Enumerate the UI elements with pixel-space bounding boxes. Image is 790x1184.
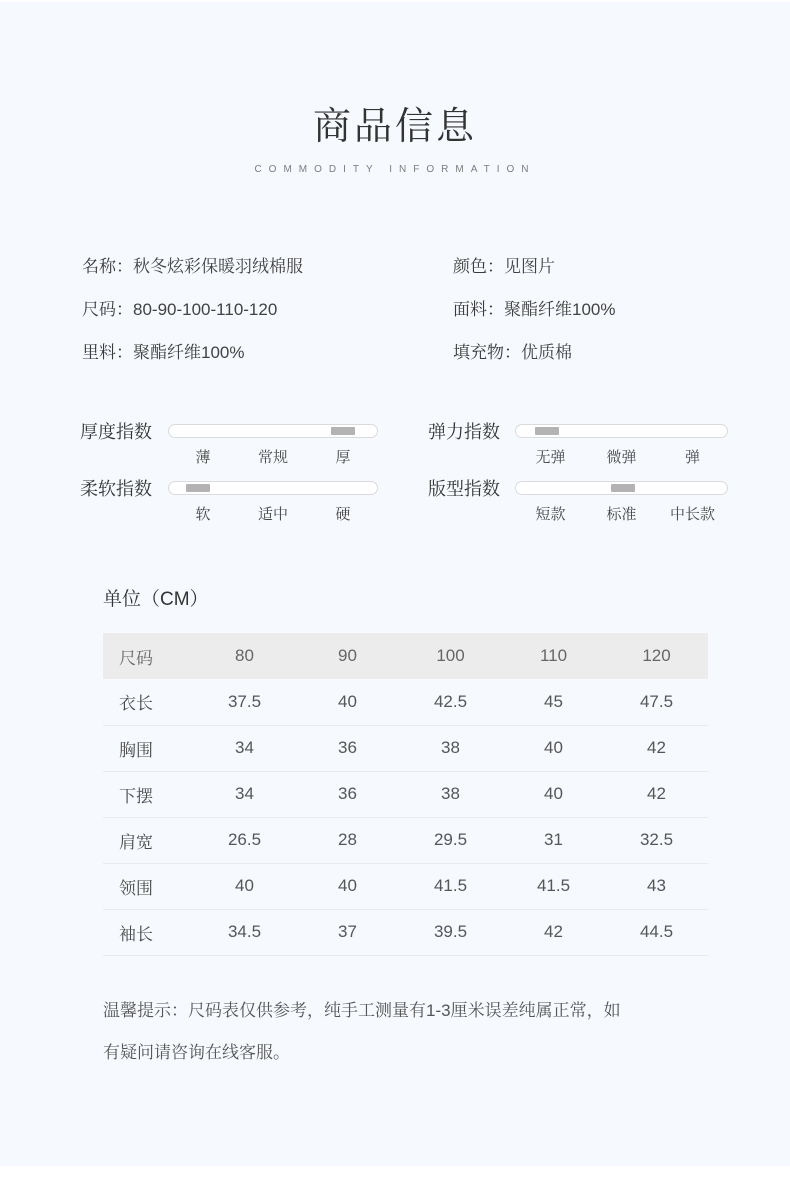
table-header-cell: 110 <box>539 646 568 665</box>
value-cell: 40 <box>296 679 399 725</box>
note-text <box>103 990 723 1074</box>
value-cell: 38 <box>399 771 502 817</box>
slider-tick: 硬 <box>335 506 351 523</box>
value-cell: 44.5 <box>605 909 708 955</box>
slider-tick: 弹 <box>684 449 700 466</box>
attribute-label: 颜色： <box>453 257 504 276</box>
attribute-value: 优质棉 <box>521 343 572 362</box>
attribute-item-lining <box>82 339 453 367</box>
table-row <box>103 679 708 725</box>
value-cell: 34 <box>193 771 296 817</box>
table-header-cell: 尺码 <box>119 648 153 668</box>
top-white-strip <box>0 0 790 2</box>
slider-track <box>168 424 378 438</box>
attribute-value: 秋冬炫彩保暖羽绒棉服 <box>133 257 303 276</box>
value-cell: 41.5 <box>502 863 605 909</box>
value-cell: 39.5 <box>399 909 502 955</box>
value-cell: 42 <box>605 771 708 817</box>
table-row <box>103 909 708 955</box>
slider-softness <box>80 478 378 523</box>
value-cell: 38 <box>399 725 502 771</box>
value-cell: 28 <box>296 817 399 863</box>
attribute-item-color <box>453 253 615 281</box>
slider-track <box>515 424 728 438</box>
unit-label: 单位（CM） <box>103 589 209 610</box>
table-header-cell: 80 <box>235 646 254 665</box>
value-cell: 37 <box>296 909 399 955</box>
slider-tick: 厚 <box>335 449 351 466</box>
attribute-value: 聚酯纤维100% <box>133 343 245 362</box>
page-title: 商品信息 <box>312 106 477 148</box>
product-attributes <box>82 253 615 367</box>
value-cell: 40 <box>502 771 605 817</box>
slider-label: 厚度指数 <box>80 422 152 442</box>
slider-tick: 薄 <box>195 449 211 466</box>
slider-indicator <box>535 427 559 435</box>
value-cell: 32.5 <box>605 817 708 863</box>
row-label-cell: 衣长 <box>103 679 193 725</box>
value-cell: 36 <box>296 725 399 771</box>
slider-indicator <box>611 484 635 492</box>
attribute-label: 面料： <box>453 300 504 319</box>
value-cell: 43 <box>605 863 708 909</box>
row-label-cell: 袖长 <box>103 909 193 955</box>
slider-tick: 适中 <box>257 506 288 523</box>
attribute-label: 里料： <box>82 343 133 362</box>
row-label-cell: 下摆 <box>103 771 193 817</box>
slider-tick: 标准 <box>606 506 637 523</box>
index-sliders-right <box>428 421 728 535</box>
value-cell: 34 <box>193 725 296 771</box>
page-header <box>0 103 790 175</box>
table-header-cell: 90 <box>338 646 357 665</box>
slider-tick: 软 <box>195 506 211 523</box>
slider-ticks <box>168 446 378 466</box>
value-cell: 31 <box>502 817 605 863</box>
value-cell: 41.5 <box>399 863 502 909</box>
value-cell: 36 <box>296 771 399 817</box>
table-header-cell: 120 <box>642 646 671 665</box>
page-subtitle: COMMODITY INFORMATION <box>254 164 536 175</box>
bottom-white-strip <box>0 1166 790 1184</box>
table-row <box>103 771 708 817</box>
slider-track <box>168 481 378 495</box>
size-table-wrap <box>103 633 708 956</box>
attribute-value: 80-90-100-110-120 <box>133 300 278 319</box>
slider-track <box>515 481 728 495</box>
slider-tick: 无弹 <box>535 449 566 466</box>
row-label-cell: 胸围 <box>103 725 193 771</box>
note-line-1: 温馨提示：尺码表仅供参考，纯手工测量有1-3厘米误差纯属正常，如 <box>103 1001 621 1020</box>
slider-ticks <box>168 503 378 523</box>
slider-thickness <box>80 421 378 466</box>
table-header-cell: 100 <box>436 646 465 665</box>
attribute-label: 名称： <box>82 257 133 276</box>
value-cell: 47.5 <box>605 679 708 725</box>
attribute-item-fabric <box>453 296 615 324</box>
note-line-2: 有疑问请咨询在线客服。 <box>103 1043 290 1062</box>
attribute-label: 填充物： <box>453 343 521 362</box>
slider-tick: 常规 <box>257 449 288 466</box>
attribute-item-size <box>82 296 453 324</box>
slider-tick: 微弹 <box>606 449 637 466</box>
slider-tick: 中长款 <box>669 506 715 523</box>
row-label-cell: 肩宽 <box>103 817 193 863</box>
size-table <box>103 633 708 956</box>
value-cell: 37.5 <box>193 679 296 725</box>
value-cell: 29.5 <box>399 817 502 863</box>
slider-ticks <box>515 446 728 466</box>
slider-tick: 短款 <box>535 506 566 523</box>
value-cell: 42.5 <box>399 679 502 725</box>
attribute-item-name <box>82 253 453 281</box>
attribute-value: 见图片 <box>504 257 555 276</box>
value-cell: 40 <box>296 863 399 909</box>
attribute-label: 尺码： <box>82 300 133 319</box>
value-cell: 45 <box>502 679 605 725</box>
table-row <box>103 863 708 909</box>
table-row <box>103 725 708 771</box>
value-cell: 42 <box>605 725 708 771</box>
table-header-row <box>103 633 708 679</box>
slider-elasticity <box>428 421 728 466</box>
value-cell: 40 <box>193 863 296 909</box>
slider-label: 柔软指数 <box>80 479 152 499</box>
slider-label: 弹力指数 <box>428 422 500 442</box>
attribute-value: 聚酯纤维100% <box>504 300 616 319</box>
value-cell: 42 <box>502 909 605 955</box>
slider-indicator <box>331 427 355 435</box>
value-cell: 40 <box>502 725 605 771</box>
attribute-item-filling <box>453 339 615 367</box>
value-cell: 34.5 <box>193 909 296 955</box>
row-label-cell: 领围 <box>103 863 193 909</box>
value-cell: 26.5 <box>193 817 296 863</box>
index-sliders-left <box>80 421 378 535</box>
slider-ticks <box>515 503 728 523</box>
slider-fit-type <box>428 478 728 523</box>
slider-label: 版型指数 <box>428 479 500 499</box>
slider-indicator <box>186 484 210 492</box>
table-row <box>103 817 708 863</box>
